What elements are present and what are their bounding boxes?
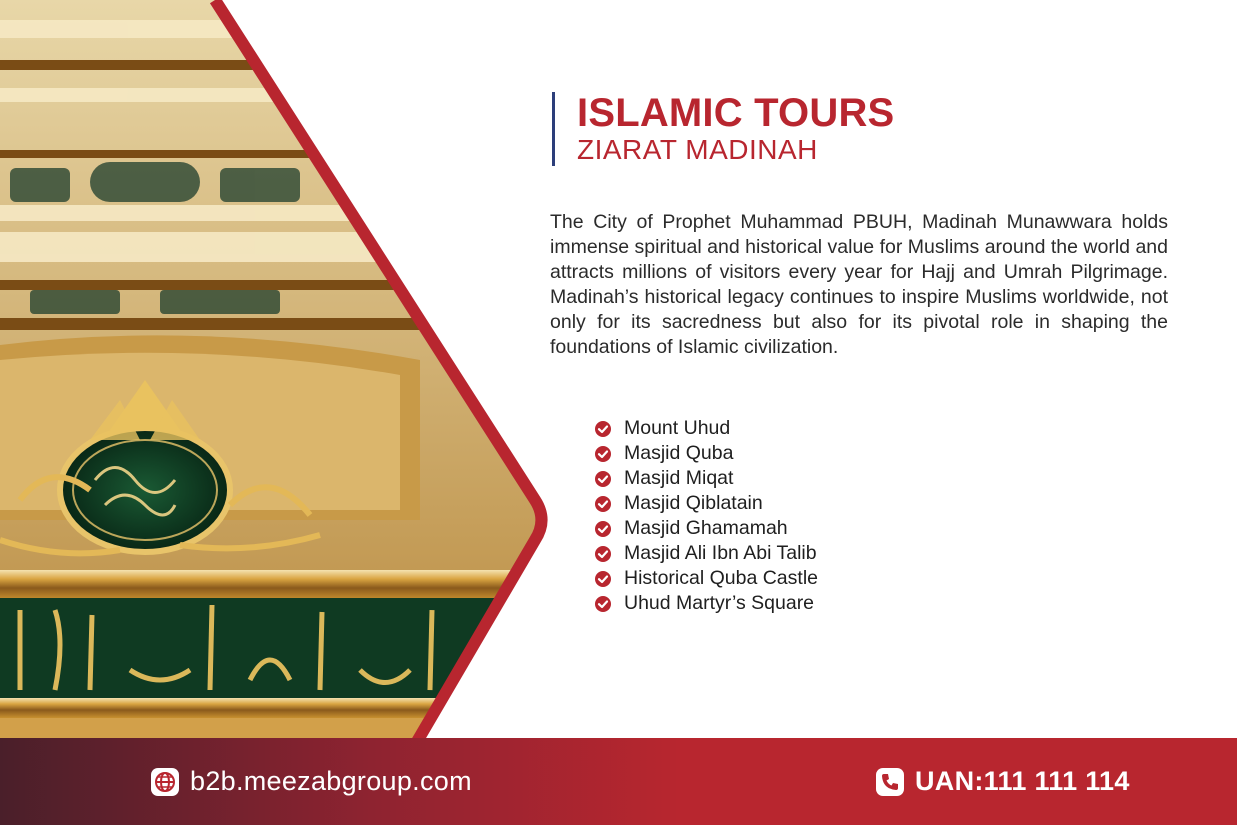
phone-link[interactable] (875, 738, 1130, 825)
list-item (594, 491, 818, 516)
globe-icon (150, 767, 180, 797)
list-item (594, 541, 818, 566)
list-item (594, 441, 818, 466)
page-title: ISLAMIC TOURS (577, 91, 895, 135)
check-icon (594, 445, 612, 463)
list-item-label: Masjid Qiblatain (624, 492, 763, 514)
list-item-label: Historical Quba Castle (624, 567, 818, 589)
phone-text: UAN:111 111 114 (915, 766, 1130, 796)
list-item (594, 466, 818, 491)
list-item (594, 566, 818, 591)
list-item (594, 591, 818, 616)
check-icon (594, 495, 612, 513)
check-icon (594, 470, 612, 488)
list-item-label: Mount Uhud (624, 417, 731, 439)
phone-icon (875, 767, 905, 797)
description-paragraph: The City of Prophet Muhammad PBUH, Madinah Munawwara holds immense spiritual and historical value for Muslims around the world and attracts millions of visitors every year for Hajj and Umrah Pilgrimage. Madinah’s historical legacy continues to inspire Muslims worldwide, not only for its sacredness but also for its pivotal role in shaping the foundations of Islamic civilization. (550, 211, 1168, 358)
list-item (594, 416, 818, 441)
list-item-label: Masjid Ghamamah (624, 517, 788, 539)
list-item-label: Masjid Quba (624, 442, 734, 464)
places-list (594, 416, 818, 616)
check-icon (594, 595, 612, 613)
hero-image (0, 0, 560, 745)
list-item-label: Masjid Miqat (624, 467, 734, 489)
list-item (594, 516, 818, 541)
list-item-label: Uhud Martyr’s Square (624, 592, 815, 614)
list-item-label: Masjid Ali Ibn Abi Talib (624, 542, 817, 564)
website-text: b2b.meezabgroup.com (190, 766, 472, 796)
check-icon (594, 420, 612, 438)
footer-bar (0, 738, 1237, 825)
website-link[interactable] (150, 738, 472, 825)
check-icon (594, 545, 612, 563)
page-subtitle: ZIARAT MADINAH (577, 134, 818, 165)
check-icon (594, 520, 612, 538)
title-block (552, 92, 894, 166)
check-icon (594, 570, 612, 588)
